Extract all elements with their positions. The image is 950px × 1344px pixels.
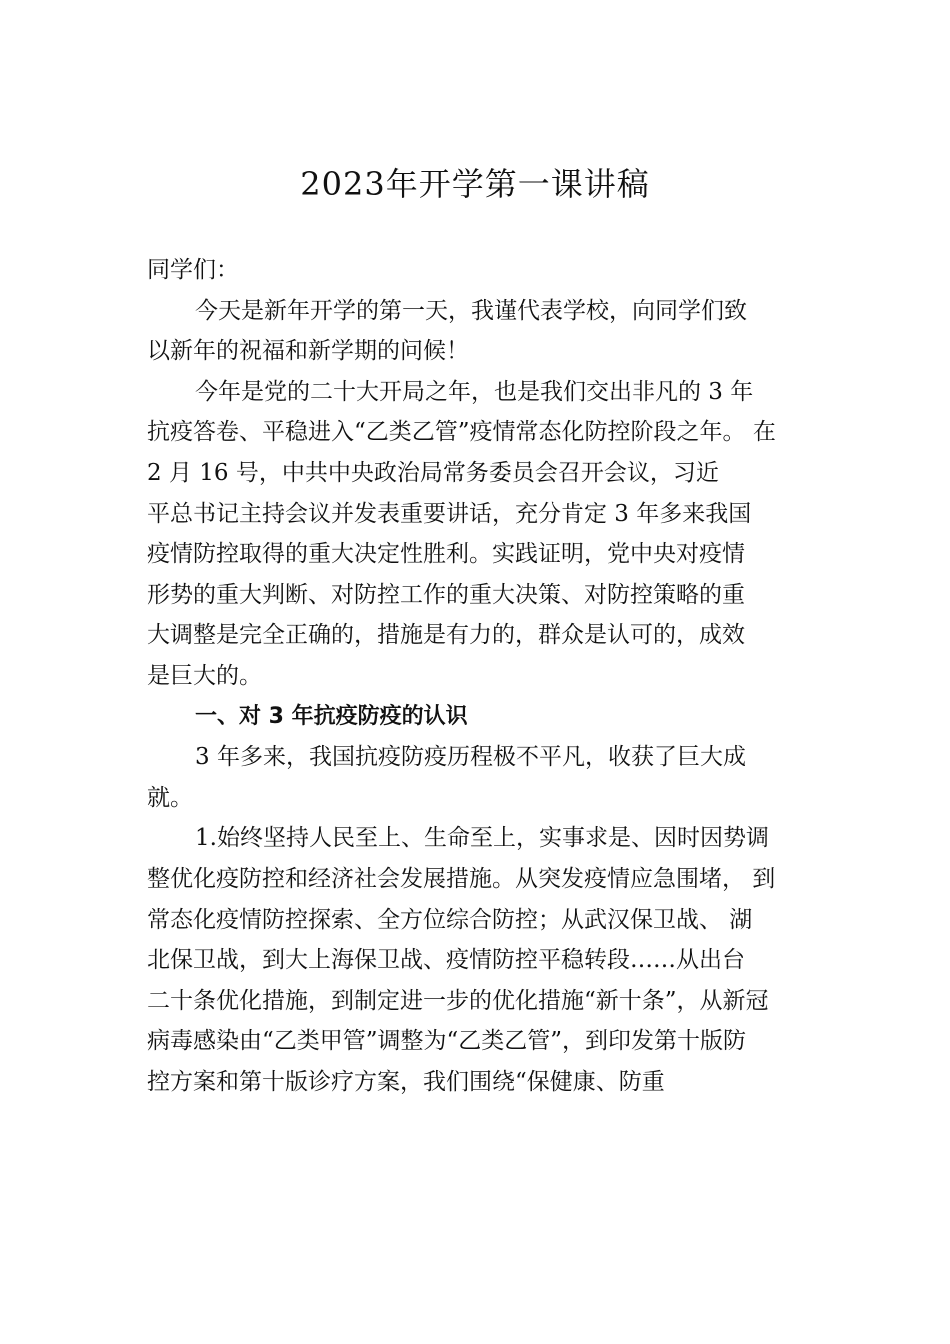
paragraph-line: 形势的重大判断、对防控工作的重大决策、对防控策略的重 — [147, 581, 745, 608]
paragraph-line: 今年是党的二十大开局之年，也是我们交出非凡的 3 年 — [195, 378, 754, 405]
paragraph-line: 以新年的祝福和新学期的问候！ — [147, 338, 469, 365]
paragraph-line: 二十条优化措施，到制定进一步的优化措施“新十条”，从新冠 — [147, 987, 769, 1014]
paragraph-line: 病毒感染由“乙类甲管”调整为“乙类乙管”，到印发第十版防 — [147, 1028, 747, 1055]
paragraph-line: 北保卫战，到大上海保卫战、疫情防控平稳转段……从出台 — [147, 947, 745, 974]
paragraph-line: 疫情防控取得的重大决定性胜利。实践证明，党中央对疫情 — [147, 541, 745, 568]
paragraph-line: 1.始终坚持人民至上、生命至上，实事求是、因时因势调 — [195, 825, 769, 852]
paragraph-line: 平总书记主持会议并发表重要讲话，充分肯定 3 年多来我国 — [147, 500, 752, 527]
section-heading: 一、对 3 年抗疫防疫的认识 — [195, 703, 468, 729]
document-title: 2023年开学第一课讲稿 — [300, 165, 650, 203]
paragraph-line: 2 月 16 号，中共中央政治局常务委员会召开会议，习近 — [147, 459, 719, 486]
paragraph-line: 抗疫答卷、平稳进入“乙类乙管”疫情常态化防控阶段之年。 在 — [147, 419, 776, 446]
paragraph-line: 就。 — [147, 784, 193, 811]
paragraph-line: 控方案和第十版诊疗方案，我们围绕“保健康、防重 — [147, 1068, 665, 1095]
paragraph-line: 常态化疫情防控探索、全方位综合防控；从武汉保卫战、 湖 — [147, 906, 753, 933]
paragraph-line: 整优化疫防控和经济社会发展措施。从突发疫情应急围堵， 到 — [147, 865, 776, 892]
document-body — [147, 250, 817, 1102]
salutation-line: 同学们： — [147, 257, 239, 283]
paragraph-line: 3 年多来，我国抗疫防疫历程极不平凡，收获了巨大成 — [195, 744, 746, 771]
paragraph-line: 是巨大的。 — [147, 662, 262, 689]
paragraph-line: 今天是新年开学的第一天，我谨代表学校，向同学们致 — [195, 297, 747, 324]
paragraph-line: 大调整是完全正确的，措施是有力的，群众是认可的，成效 — [147, 622, 745, 649]
